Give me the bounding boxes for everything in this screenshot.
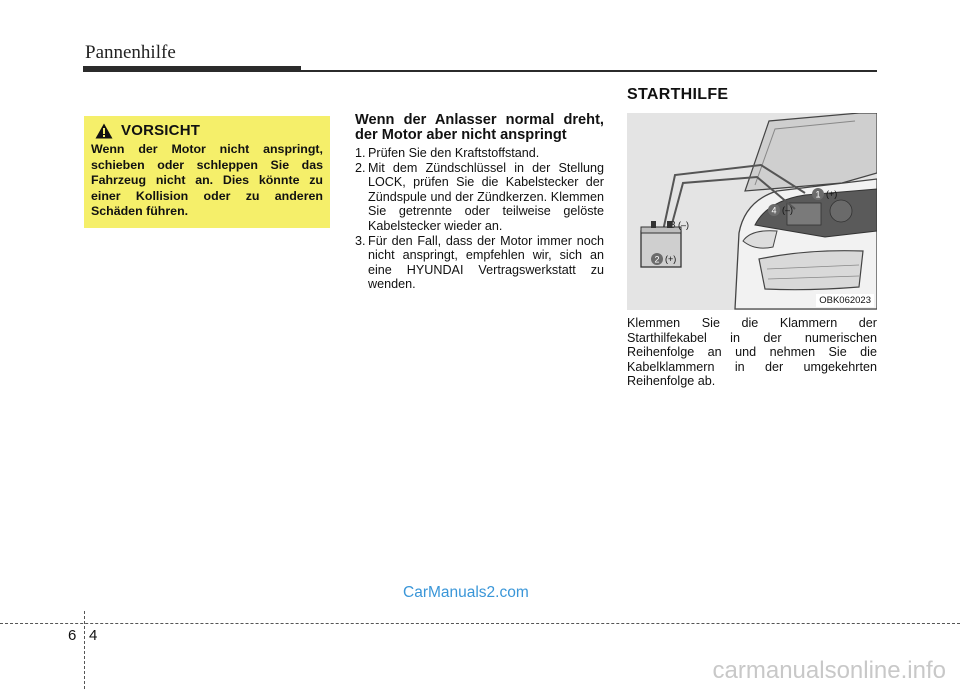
step-text: Prüfen Sie den Kraftstoffstand. xyxy=(368,146,540,160)
step-number: 1. xyxy=(355,146,366,160)
page-number: 4 xyxy=(89,627,98,644)
car-engine-illustration xyxy=(627,113,877,310)
list-item xyxy=(355,146,604,161)
step-number: 2. xyxy=(355,160,366,175)
site-watermark: carmanualsonline.info xyxy=(712,657,946,684)
figure-label-1: 1 xyxy=(815,189,821,200)
figure-sign-1: (+) xyxy=(826,189,838,199)
list-item xyxy=(355,161,604,234)
footer-rule xyxy=(0,623,960,624)
figure-sign-2: (+) xyxy=(665,254,677,264)
page-header-title: Pannenhilfe xyxy=(85,42,176,63)
watermark-link[interactable]: CarManuals2.com xyxy=(403,584,529,601)
caution-box xyxy=(84,116,330,228)
engine-not-starting-section xyxy=(355,113,604,292)
step-text: Mit dem Zündschlüssel in der Stellung LOCK, prüfen Sie die Kabelstecker der Zündspule und der Zündkerzen. Klemmen Sie getrennte oder teilweise gelöste Kabelstecker wieder an. xyxy=(368,160,604,233)
caution-text: Wenn der Motor nicht anspringt, schieben oder schleppen Sie das Fahrzeug nicht an. Dies könnte zu einer Kollision oder zu anderen Schäden führen. xyxy=(91,142,323,218)
header-rule xyxy=(301,70,877,72)
step-number: 3. xyxy=(355,233,366,248)
figure-label-4: 4 xyxy=(771,205,777,216)
figure-sign-3: (–) xyxy=(678,220,689,230)
section-number: 6 xyxy=(68,627,77,644)
step-text: Für den Fall, dass der Motor immer noch nicht anspringt, empfehlen wir, sich an eine HYUNDAI Vertragswerkstatt zu wenden. xyxy=(368,233,604,292)
steps-list xyxy=(355,146,604,292)
figure-sign-4: (–) xyxy=(782,205,793,215)
list-item xyxy=(355,234,604,292)
jump-start-heading: STARTHILFE xyxy=(627,86,729,103)
figure-code: OBK062023 xyxy=(816,294,874,307)
caution-title: VORSICHT xyxy=(121,122,201,139)
footer-divider xyxy=(84,611,85,689)
jump-start-text: Klemmen Sie die Klammern der Starthilfekabel in der numerischen Reihenfolge an und nehmen Sie die Kabelklammern in der umgekehrten Reihenfolge ab. xyxy=(627,316,877,389)
caution-header xyxy=(95,122,323,139)
jump-start-figure xyxy=(627,113,877,310)
warning-triangle-icon xyxy=(95,123,113,139)
header-bar xyxy=(83,66,301,72)
figure-label-3: 3 xyxy=(670,220,676,231)
section-heading: Wenn der Anlasser normal dreht, der Motor aber nicht anspringt xyxy=(355,112,604,143)
figure-label-2: 2 xyxy=(654,254,660,265)
